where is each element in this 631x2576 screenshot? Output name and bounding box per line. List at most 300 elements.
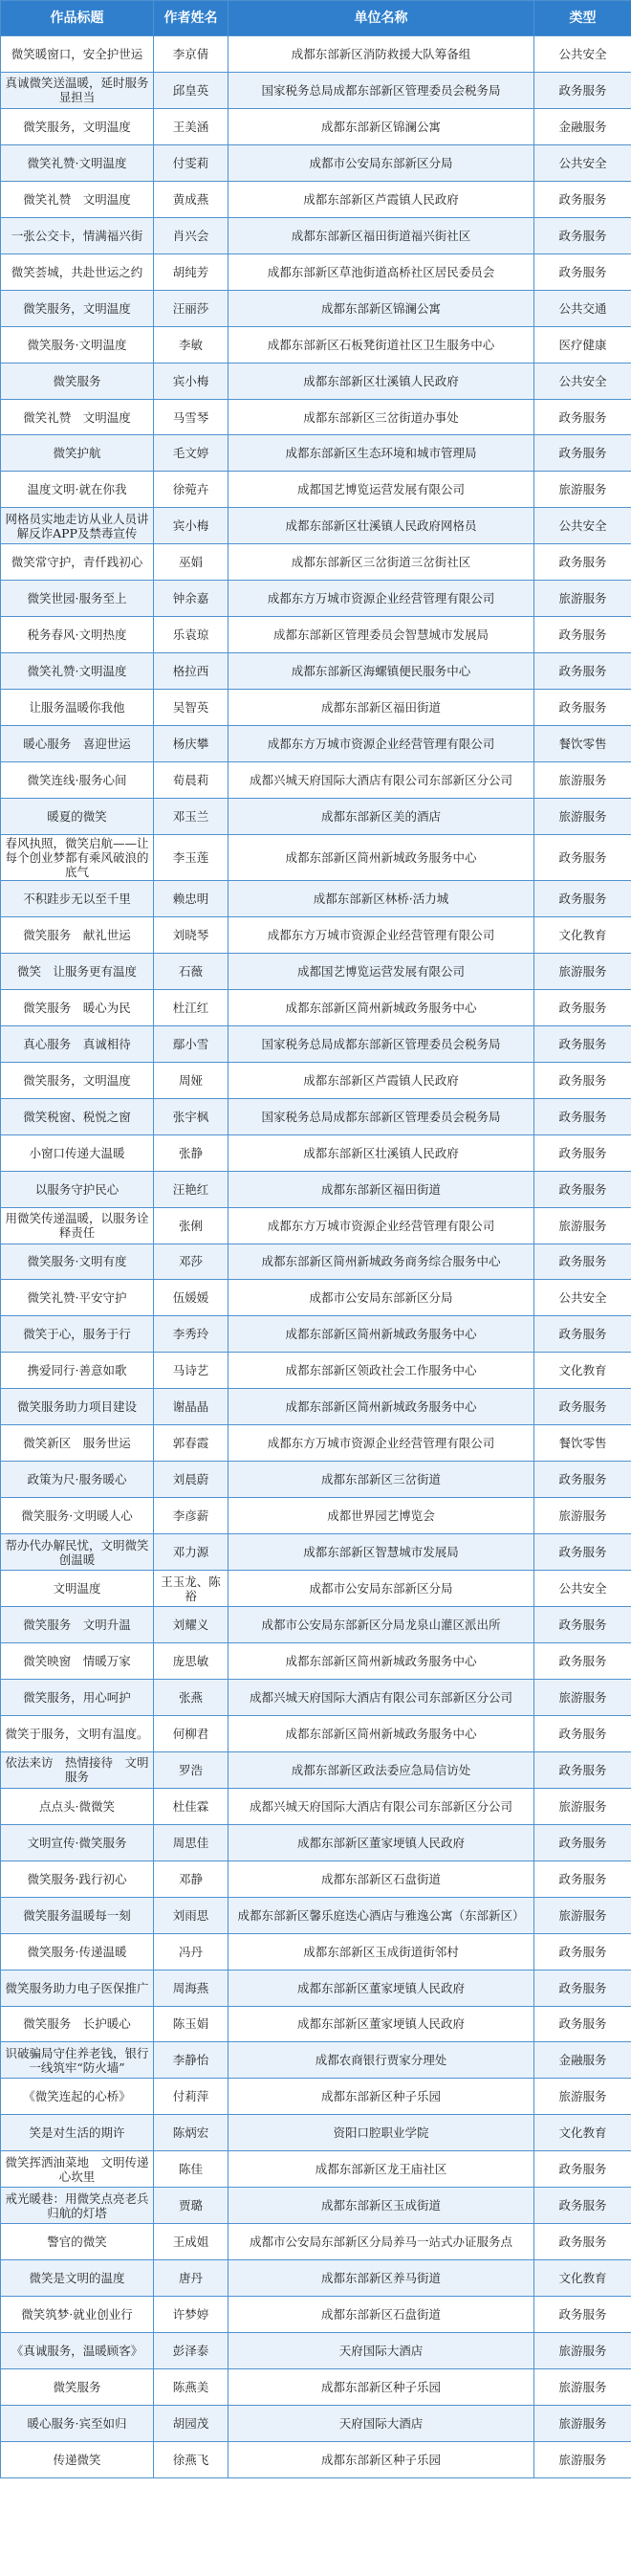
cell-type: 政务服务 <box>534 72 631 108</box>
cell-unit: 成都东部新区草池街道高桥社区居民委员会 <box>228 253 534 290</box>
cell-title: 微笑世园·服务至上 <box>1 581 154 617</box>
cell-author: 巫娟 <box>154 544 228 581</box>
cell-author: 付莉萍 <box>154 2079 228 2115</box>
cell-type: 公共安全 <box>534 508 631 544</box>
cell-type: 政务服务 <box>534 1824 631 1860</box>
cell-unit: 成都东部新区壮溪镇人民政府 <box>228 1134 534 1171</box>
cell-author: 邓静 <box>154 1860 228 1897</box>
cell-title: 携爱同行·善意如歌 <box>1 1353 154 1389</box>
cell-title: 微笑服务温暖每一刻 <box>1 1897 154 1933</box>
cell-author: 张俐 <box>154 1207 228 1244</box>
cell-title: 小窗口传递大温暖 <box>1 1134 154 1171</box>
cell-author: 格拉西 <box>154 653 228 690</box>
cell-author: 王玉龙、陈裕 <box>154 1571 228 1607</box>
header-title: 作品标题 <box>1 1 154 36</box>
cell-type: 文化教育 <box>534 2260 631 2297</box>
table-row <box>1 1171 631 1207</box>
cell-unit: 资阳口腔职业学院 <box>228 2115 534 2151</box>
table-row <box>1 880 631 916</box>
cell-type: 文化教育 <box>534 2115 631 2151</box>
cell-author: 谢晶晶 <box>154 1389 228 1425</box>
cell-unit: 成都东部新区简州新城政务商务综合服务中心 <box>228 1244 534 1280</box>
cell-title: 警官的微笑 <box>1 2224 154 2260</box>
cell-unit: 天府国际大酒店 <box>228 2406 534 2442</box>
cell-unit: 成都兴城天府国际大酒店有限公司东部新区分公司 <box>228 1679 534 1715</box>
table-row <box>1 2224 631 2260</box>
cell-title: 微笑礼赞·文明温度 <box>1 653 154 690</box>
cell-author: 陈玉娟 <box>154 2006 228 2042</box>
table-row <box>1 326 631 363</box>
cell-type: 政务服务 <box>534 435 631 472</box>
cell-type: 政务服务 <box>534 690 631 726</box>
cell-title: 网格员实地走访从业人员讲解反诈APP及禁毒宣传 <box>1 508 154 544</box>
cell-author: 邓莎 <box>154 1244 228 1280</box>
cell-author: 黄成燕 <box>154 181 228 217</box>
cell-author: 刘耀义 <box>154 1607 228 1643</box>
header-row <box>1 1 631 36</box>
cell-unit: 成都世界园艺博览会 <box>228 1498 534 1534</box>
cell-type: 旅游服务 <box>534 472 631 508</box>
cell-title: 笑是对生活的期许 <box>1 2115 154 2151</box>
cell-author: 伍媛媛 <box>154 1280 228 1316</box>
cell-title: 政策为尺·服务暖心 <box>1 1462 154 1498</box>
cell-title: 微笑税窗、税悦之窗 <box>1 1098 154 1134</box>
cell-title: 识破骗局守住养老钱，银行一线筑牢“防火墙” <box>1 2042 154 2079</box>
cell-type: 政务服务 <box>534 1462 631 1498</box>
cell-title: 微笑礼赞·平安守护 <box>1 1280 154 1316</box>
cell-unit: 成都东部新区养马街道 <box>228 2260 534 2297</box>
table-row <box>1 1788 631 1824</box>
cell-type: 金融服务 <box>534 108 631 144</box>
cell-title: 微笑服务，文明温度 <box>1 1062 154 1098</box>
table-row <box>1 399 631 435</box>
cell-title: 微笑服务 文明升温 <box>1 1607 154 1643</box>
table-row <box>1 144 631 181</box>
cell-type: 旅游服务 <box>534 1679 631 1715</box>
cell-unit: 成都东部新区玉成街道 <box>228 2188 534 2224</box>
cell-title: 以服务守护民心 <box>1 1171 154 1207</box>
cell-unit: 成都东部新区管理委员会智慧城市发展局 <box>228 617 534 653</box>
cell-unit: 成都东部新区简州新城政务服务中心 <box>228 1389 534 1425</box>
cell-title: 微笑是文明的温度 <box>1 2260 154 2297</box>
cell-author: 周海燕 <box>154 1970 228 2006</box>
cell-type: 旅游服务 <box>534 1897 631 1933</box>
cell-title: 微笑服务·文明温度 <box>1 326 154 363</box>
cell-author: 彭泽泰 <box>154 2333 228 2369</box>
cell-title: 微笑常守护，青仟践初心 <box>1 544 154 581</box>
table-row <box>1 1425 631 1462</box>
cell-unit: 成都东部新区生态环境和城市管理局 <box>228 435 534 472</box>
table-row <box>1 2406 631 2442</box>
table-row <box>1 1025 631 1062</box>
cell-author: 许梦婷 <box>154 2297 228 2333</box>
cell-author: 唐丹 <box>154 2260 228 2297</box>
table-row <box>1 834 631 880</box>
cell-type: 政务服务 <box>534 2297 631 2333</box>
cell-author: 周娅 <box>154 1062 228 1098</box>
cell-type: 旅游服务 <box>534 1498 631 1534</box>
cell-title: 微笑挥洒油菜地 文明传递心坎里 <box>1 2151 154 2188</box>
cell-unit: 成都东部新区福田街道 <box>228 1171 534 1207</box>
cell-author: 郭春霞 <box>154 1425 228 1462</box>
table-row <box>1 1715 631 1751</box>
cell-type: 政务服务 <box>534 2224 631 2260</box>
cell-author: 张静 <box>154 1134 228 1171</box>
cell-type: 文化教育 <box>534 916 631 953</box>
cell-title: 暖心服务·宾至如归 <box>1 2406 154 2442</box>
cell-author: 李静怡 <box>154 2042 228 2079</box>
table-row <box>1 108 631 144</box>
cell-author: 胡园茂 <box>154 2406 228 2442</box>
table-row <box>1 1062 631 1098</box>
cell-unit: 成都东方万城市资源企业经营管理有限公司 <box>228 581 534 617</box>
cell-title: 微笑 让服务更有温度 <box>1 953 154 989</box>
table-row <box>1 544 631 581</box>
cell-type: 旅游服务 <box>534 2441 631 2477</box>
table-row <box>1 181 631 217</box>
cell-author: 石薇 <box>154 953 228 989</box>
table-row <box>1 1751 631 1788</box>
cell-author: 邓力源 <box>154 1534 228 1571</box>
cell-unit: 成都东部新区海螺镇便民服务中心 <box>228 653 534 690</box>
cell-unit: 成都东部新区种子乐园 <box>228 2369 534 2406</box>
table-row <box>1 1207 631 1244</box>
cell-title: 微笑礼赞·文明温度 <box>1 144 154 181</box>
cell-unit: 成都兴城天府国际大酒店有限公司东部新区分公司 <box>228 762 534 799</box>
table-row <box>1 1970 631 2006</box>
cell-type: 公共安全 <box>534 36 631 73</box>
cell-type: 政务服务 <box>534 653 631 690</box>
cell-title: 微笑服务，文明温度 <box>1 108 154 144</box>
table-row <box>1 690 631 726</box>
cell-title: 一张公交卡，情满福兴街 <box>1 217 154 253</box>
cell-title: 不积跬步无以至千里 <box>1 880 154 916</box>
cell-unit: 国家税务总局成都东部新区管理委员会税务局 <box>228 1025 534 1062</box>
cell-type: 政务服务 <box>534 1933 631 1970</box>
table-row <box>1 1316 631 1353</box>
cell-author: 张燕 <box>154 1679 228 1715</box>
cell-author: 杨庆攀 <box>154 726 228 762</box>
cell-author: 邓玉兰 <box>154 799 228 835</box>
cell-title: 戒光暖巷：用微笑点亮老兵归航的灯塔 <box>1 2188 154 2224</box>
table-row <box>1 1280 631 1316</box>
cell-unit: 成都市公安局东部新区分局养马一站式办证服务点 <box>228 2224 534 2260</box>
cell-author: 刘晓琴 <box>154 916 228 953</box>
table-row <box>1 253 631 290</box>
cell-type: 政务服务 <box>534 2006 631 2042</box>
cell-title: 微笑于心，服务于行 <box>1 1316 154 1353</box>
table-row <box>1 581 631 617</box>
cell-title: 用微笑传递温暖，以服务诠释责任 <box>1 1207 154 1244</box>
cell-type: 政务服务 <box>534 1134 631 1171</box>
cell-type: 公共安全 <box>534 1571 631 1607</box>
cell-author: 宾小梅 <box>154 363 228 399</box>
cell-unit: 成都东部新区三岔街道 <box>228 1462 534 1498</box>
cell-title: 传递微笑 <box>1 2441 154 2477</box>
cell-title: 温度文明·就在你我 <box>1 472 154 508</box>
cell-author: 李敏 <box>154 326 228 363</box>
cell-type: 旅游服务 <box>534 2406 631 2442</box>
cell-title: 文明宣传·微笑服务 <box>1 1824 154 1860</box>
cell-unit: 成都国艺博览运营发展有限公司 <box>228 472 534 508</box>
table-row <box>1 1642 631 1679</box>
cell-unit: 国家税务总局成都东部新区管理委员会税务局 <box>228 1098 534 1134</box>
cell-title: 微笑筑梦·就业创业行 <box>1 2297 154 2333</box>
cell-title: 微笑新区 服务世运 <box>1 1425 154 1462</box>
cell-type: 政务服务 <box>534 181 631 217</box>
cell-title: 税务春风·文明热度 <box>1 617 154 653</box>
cell-type: 政务服务 <box>534 399 631 435</box>
cell-title: 《真诚服务，温暖顾客》 <box>1 2333 154 2369</box>
cell-author: 王成姐 <box>154 2224 228 2260</box>
table-row <box>1 1933 631 1970</box>
cell-unit: 成都东部新区董家埂镇人民政府 <box>228 2006 534 2042</box>
table-row <box>1 1098 631 1134</box>
cell-author: 杜江红 <box>154 989 228 1025</box>
table-row <box>1 2441 631 2477</box>
cell-unit: 成都市公安局东部新区分局 <box>228 1280 534 1316</box>
cell-type: 政务服务 <box>534 544 631 581</box>
cell-type: 政务服务 <box>534 989 631 1025</box>
table-row <box>1 1462 631 1498</box>
cell-type: 餐饮零售 <box>534 1425 631 1462</box>
cell-unit: 成都东部新区锦澜公寓 <box>228 290 534 326</box>
cell-unit: 成都东部新区简州新城政务服务中心 <box>228 1316 534 1353</box>
cell-type: 旅游服务 <box>534 953 631 989</box>
cell-author: 王美涵 <box>154 108 228 144</box>
table-row <box>1 2151 631 2188</box>
cell-type: 旅游服务 <box>534 2369 631 2406</box>
cell-unit: 成都市公安局东部新区分局 <box>228 144 534 181</box>
cell-author: 汪艳红 <box>154 1171 228 1207</box>
cell-author: 鄢小雪 <box>154 1025 228 1062</box>
cell-unit: 成都国艺博览运营发展有限公司 <box>228 953 534 989</box>
cell-title: 暖夏的微笑 <box>1 799 154 835</box>
table-row <box>1 2115 631 2151</box>
cell-title: 文明温度 <box>1 1571 154 1607</box>
cell-author: 杜佳霖 <box>154 1788 228 1824</box>
cell-unit: 成都东部新区石盘街道 <box>228 2297 534 2333</box>
cell-title: 微笑连线·服务心间 <box>1 762 154 799</box>
cell-author: 罗浩 <box>154 1751 228 1788</box>
table-row <box>1 1244 631 1280</box>
cell-unit: 成都东部新区美的酒店 <box>228 799 534 835</box>
cell-unit: 成都东方万城市资源企业经营管理有限公司 <box>228 726 534 762</box>
cell-author: 乐袁琼 <box>154 617 228 653</box>
table-row <box>1 2188 631 2224</box>
cell-unit: 成都东部新区简州新城政务服务中心 <box>228 1642 534 1679</box>
cell-author: 汪丽莎 <box>154 290 228 326</box>
cell-unit: 成都东部新区锦澜公寓 <box>228 108 534 144</box>
cell-title: 微笑服务助力项目建设 <box>1 1389 154 1425</box>
cell-title: 真心服务 真诚相待 <box>1 1025 154 1062</box>
cell-type: 旅游服务 <box>534 762 631 799</box>
table-row <box>1 1824 631 1860</box>
cell-title: 微笑于服务，文明有温度。 <box>1 1715 154 1751</box>
cell-author: 赖忠明 <box>154 880 228 916</box>
table-row <box>1 2260 631 2297</box>
cell-unit: 成都东部新区智慧城市发展局 <box>228 1534 534 1571</box>
table-row <box>1 1534 631 1571</box>
cell-type: 政务服务 <box>534 834 631 880</box>
cell-author: 刘雨思 <box>154 1897 228 1933</box>
cell-unit: 成都东部新区馨乐庭迭心酒店与雅逸公寓（东部新区） <box>228 1897 534 1933</box>
cell-title: 微笑服务 献礼世运 <box>1 916 154 953</box>
table-row <box>1 1571 631 1607</box>
cell-unit: 成都农商银行贾家分理处 <box>228 2042 534 2079</box>
cell-author: 陈炳宏 <box>154 2115 228 2151</box>
cell-title: 微笑服务 <box>1 2369 154 2406</box>
cell-unit: 成都东方万城市资源企业经营管理有限公司 <box>228 1425 534 1462</box>
table-row <box>1 2079 631 2115</box>
cell-unit: 成都东部新区石板凳街道社区卫生服务中心 <box>228 326 534 363</box>
table-row <box>1 989 631 1025</box>
cell-title: 微笑礼赞 文明温度 <box>1 181 154 217</box>
cell-title: 真诚微笑送温暖，延时服务显担当 <box>1 72 154 108</box>
cell-type: 餐饮零售 <box>534 726 631 762</box>
table-row <box>1 1389 631 1425</box>
table-row <box>1 435 631 472</box>
table-row <box>1 72 631 108</box>
cell-type: 公共安全 <box>534 363 631 399</box>
cell-author: 周思佳 <box>154 1824 228 1860</box>
table-row <box>1 1897 631 1933</box>
cell-type: 政务服务 <box>534 1389 631 1425</box>
cell-author: 李京倩 <box>154 36 228 73</box>
cell-unit: 成都东部新区种子乐园 <box>228 2441 534 2477</box>
cell-author: 李彦薪 <box>154 1498 228 1534</box>
cell-unit: 成都东部新区领政社会工作服务中心 <box>228 1353 534 1389</box>
cell-unit: 成都东部新区壮溪镇人民政府网格员 <box>228 508 534 544</box>
cell-unit: 成都东部新区三岔街道办事处 <box>228 399 534 435</box>
cell-author: 荀晨莉 <box>154 762 228 799</box>
cell-unit: 成都东部新区简州新城政务服务中心 <box>228 1715 534 1751</box>
cell-author: 马诗艺 <box>154 1353 228 1389</box>
cell-type: 政务服务 <box>534 1860 631 1897</box>
header-unit: 单位名称 <box>228 1 534 36</box>
cell-unit: 成都东部新区芦霞镇人民政府 <box>228 1062 534 1098</box>
cell-type: 政务服务 <box>534 1171 631 1207</box>
cell-title: 微笑服务 <box>1 363 154 399</box>
table-row <box>1 2297 631 2333</box>
table-body <box>1 36 631 2478</box>
header-author: 作者姓名 <box>154 1 228 36</box>
table-row <box>1 508 631 544</box>
table-row <box>1 2006 631 2042</box>
cell-author: 张宇枫 <box>154 1098 228 1134</box>
cell-type: 政务服务 <box>534 253 631 290</box>
table-row <box>1 2042 631 2079</box>
table-row <box>1 1679 631 1715</box>
table-row <box>1 799 631 835</box>
cell-author: 贾璐 <box>154 2188 228 2224</box>
cell-unit: 成都东部新区种子乐园 <box>228 2079 534 2115</box>
cell-title: 点点头·微微笑 <box>1 1788 154 1824</box>
cell-type: 政务服务 <box>534 217 631 253</box>
cell-author: 肖兴会 <box>154 217 228 253</box>
cell-title: 微笑服务·践行初心 <box>1 1860 154 1897</box>
cell-title: 微笑服务，用心呵护 <box>1 1679 154 1715</box>
cell-title: 微笑服务助力电子医保推广 <box>1 1970 154 2006</box>
cell-title: 微笑服务·传递温暖 <box>1 1933 154 1970</box>
cell-type: 政务服务 <box>534 1607 631 1643</box>
cell-unit: 成都东部新区玉成街道街邻村 <box>228 1933 534 1970</box>
cell-type: 公共安全 <box>534 1280 631 1316</box>
cell-title: 微笑暖窗口，安全护世运 <box>1 36 154 73</box>
cell-author: 陈佳 <box>154 2151 228 2188</box>
cell-title: 微笑荟城，共赴世运之约 <box>1 253 154 290</box>
cell-unit: 成都东部新区三岔街道三岔街社区 <box>228 544 534 581</box>
table-row <box>1 726 631 762</box>
cell-type: 旅游服务 <box>534 1788 631 1824</box>
cell-unit: 成都东部新区龙王庙社区 <box>228 2151 534 2188</box>
cell-author: 吴智英 <box>154 690 228 726</box>
cell-author: 付雯莉 <box>154 144 228 181</box>
cell-title: 微笑服务·文明暖人心 <box>1 1498 154 1534</box>
cell-author: 刘晨蔚 <box>154 1462 228 1498</box>
cell-title: 微笑服务 长护暖心 <box>1 2006 154 2042</box>
cell-title: 微笑服务，文明温度 <box>1 290 154 326</box>
cell-type: 政务服务 <box>534 1316 631 1353</box>
cell-type: 金融服务 <box>534 2042 631 2079</box>
cell-title: 微笑礼赞 文明温度 <box>1 399 154 435</box>
cell-author: 邱皇英 <box>154 72 228 108</box>
cell-author: 陈燕美 <box>154 2369 228 2406</box>
cell-unit: 成都东部新区政法委应急局信访处 <box>228 1751 534 1788</box>
cell-unit: 成都市公安局东部新区分局 <box>228 1571 534 1607</box>
cell-title: 帮办代办解民忧，文明微笑创温暖 <box>1 1534 154 1571</box>
table-row <box>1 1353 631 1389</box>
cell-unit: 成都东部新区林桥·活力城 <box>228 880 534 916</box>
cell-unit: 成都东部新区壮溪镇人民政府 <box>228 363 534 399</box>
cell-type: 医疗健康 <box>534 326 631 363</box>
cell-author: 毛文婷 <box>154 435 228 472</box>
table-row <box>1 916 631 953</box>
cell-author: 徐菀卉 <box>154 472 228 508</box>
cell-unit: 成都东方万城市资源企业经营管理有限公司 <box>228 916 534 953</box>
cell-type: 旅游服务 <box>534 581 631 617</box>
cell-type: 政务服务 <box>534 1970 631 2006</box>
cell-unit: 成都兴城天府国际大酒店有限公司东部新区分公司 <box>228 1788 534 1824</box>
cell-author: 马雪琴 <box>154 399 228 435</box>
cell-type: 旅游服务 <box>534 2333 631 2369</box>
cell-title: 微笑服务·文明有度 <box>1 1244 154 1280</box>
cell-author: 胡纯芳 <box>154 253 228 290</box>
table-row <box>1 36 631 73</box>
table-row <box>1 953 631 989</box>
cell-author: 徐燕飞 <box>154 2441 228 2477</box>
cell-type: 政务服务 <box>534 1098 631 1134</box>
cell-type: 政务服务 <box>534 617 631 653</box>
cell-title: 微笑服务 暖心为民 <box>1 989 154 1025</box>
cell-unit: 成都东部新区石盘街道 <box>228 1860 534 1897</box>
table-row <box>1 363 631 399</box>
cell-author: 宾小梅 <box>154 508 228 544</box>
cell-unit: 成都东部新区董家埂镇人民政府 <box>228 1824 534 1860</box>
cell-type: 政务服务 <box>534 2151 631 2188</box>
cell-type: 政务服务 <box>534 1062 631 1098</box>
cell-author: 李秀玲 <box>154 1316 228 1353</box>
table-row <box>1 2333 631 2369</box>
cell-type: 政务服务 <box>534 1025 631 1062</box>
cell-unit: 成都东方万城市资源企业经营管理有限公司 <box>228 1207 534 1244</box>
table-row <box>1 1860 631 1897</box>
cell-unit: 成都东部新区福田街道福兴街社区 <box>228 217 534 253</box>
cell-type: 旅游服务 <box>534 799 631 835</box>
cell-unit: 成都东部新区简州新城政务服务中心 <box>228 834 534 880</box>
cell-title: 《微笑连起的心桥》 <box>1 2079 154 2115</box>
cell-type: 文化教育 <box>534 1353 631 1389</box>
